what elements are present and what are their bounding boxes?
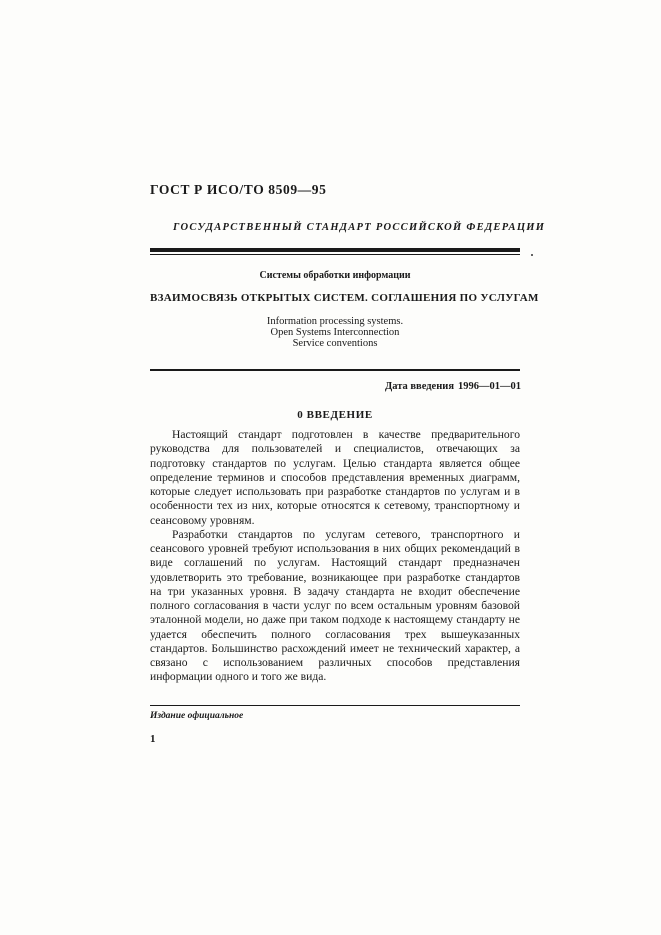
paragraph: Настоящий стандарт подготовлен в качестве предварительного руководства для пользователей и специалистов, отвечающих за подготовку стандартов по услугам. Целью стандарта является общее определение терминов и способов представления временных диаграмм, которые следует использовать при разработке стандартов по услугам и в особенности тех из них, которые относятся к сетевому, транспортному и сеансовому уровням. xyxy=(150,428,520,527)
document-designation: ГОСТ Р ИСО/ТО 8509—95 xyxy=(150,182,327,197)
header-rule-thin xyxy=(150,254,520,255)
state-standard-caption: ГОСУДАРСТВЕННЫЙ СТАНДАРТ РОССИЙСКОЙ ФЕДЕРАЦИИ xyxy=(173,222,546,233)
title-russian: ВЗАИМОСВЯЗЬ ОТКРЫТЫХ СИСТЕМ. СОГЛАШЕНИЯ ПО УСЛУГАМ xyxy=(150,292,539,304)
section-heading: 0 ВВЕДЕНИЕ xyxy=(297,409,373,421)
edition-note: Издание официальное xyxy=(150,711,244,721)
title-rule xyxy=(150,369,520,371)
scan-speck xyxy=(531,254,533,256)
title-english-line: Information processing systems. xyxy=(266,316,404,327)
footer-rule xyxy=(150,705,520,706)
date-label: Дата введения xyxy=(385,381,454,392)
page-number: 1 xyxy=(150,733,156,745)
introduction-date xyxy=(381,381,521,392)
title-english xyxy=(150,316,520,349)
date-value: 1996—01—01 xyxy=(458,381,521,392)
header-rule-thick xyxy=(150,248,520,252)
paragraph: Разработки стандартов по услугам сетевого, транспортного и сеансового уровней требуют использования в них общих рекомендаций в виде соглашений по услугам. Настоящий стандарт предназначен удовлетворить это требование, возникающее при разработке стандартов на три указанных уровня. В задачу стандарта не входит обеспечение полного согласования в части услуг по всем остальным уровням базовой эталонной модели, но даже при таком подходе к настоящему стандарту не удается обеспечить полного согласования трех вышеуказанных стандартов. Большинство расхождений имеет не технический характер, а связано с использованием различных способов представления информации одного и того же вида. xyxy=(150,527,520,684)
subtitle: Системы обработки информации xyxy=(259,270,411,281)
title-english-line: Service conventions xyxy=(292,338,378,349)
body-text xyxy=(150,428,520,685)
title-english-line: Open Systems Interconnection xyxy=(270,327,400,338)
